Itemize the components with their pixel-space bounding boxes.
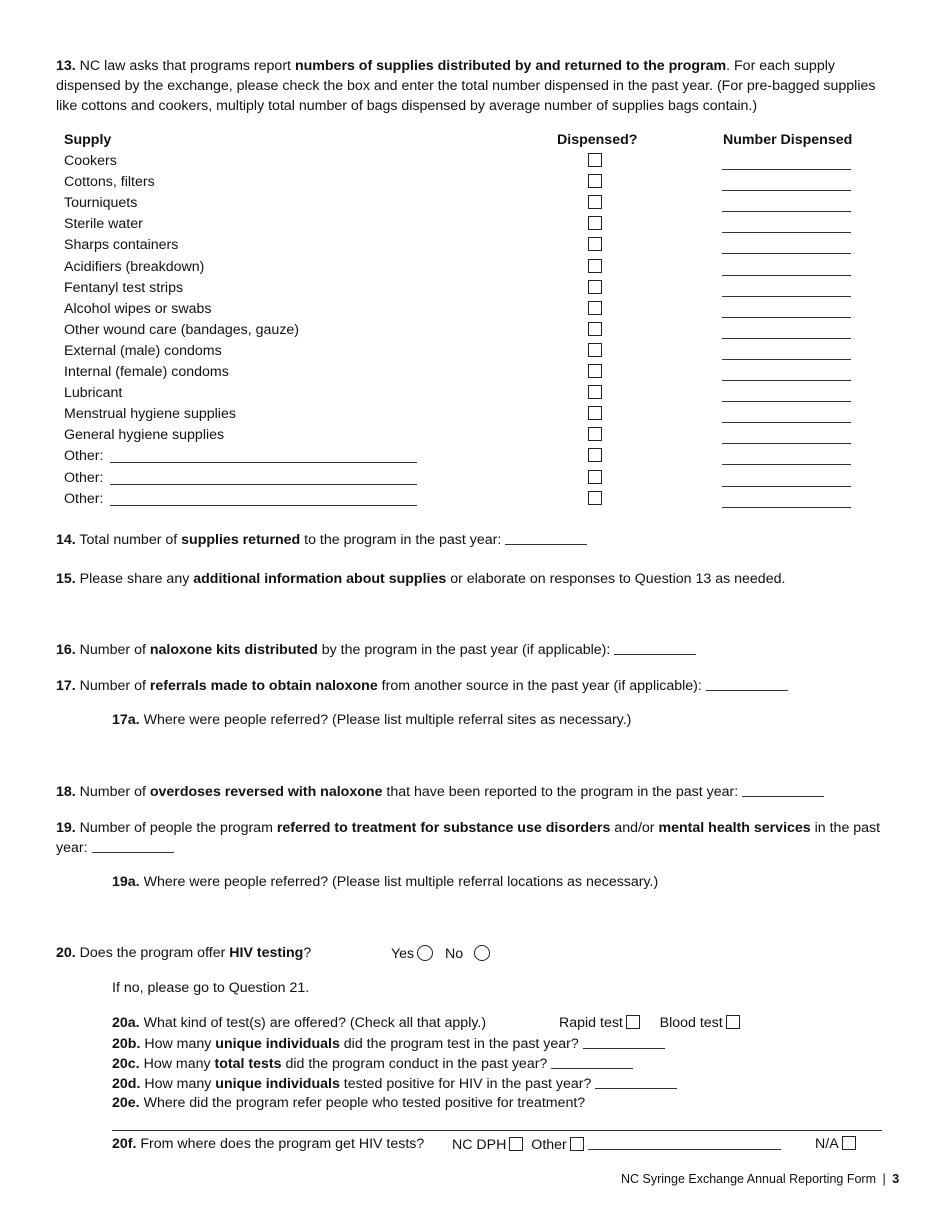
- supply-label: Acidifiers (breakdown): [64, 258, 205, 275]
- other-source-label: Other: [531, 1137, 567, 1153]
- q14-answer-line[interactable]: [505, 531, 587, 545]
- other-supply-line[interactable]: [110, 484, 417, 485]
- dispensed-checkbox[interactable]: [588, 406, 602, 420]
- q17-text: 17. Number of referrals made to obtain naloxone from another source in the past year (if applicable):: [56, 677, 788, 694]
- number-dispensed-line[interactable]: [722, 380, 851, 381]
- q20f-text: 20f. From where does the program get HIV tests?: [112, 1136, 425, 1152]
- other-source-line[interactable]: [588, 1136, 781, 1150]
- q13-text: 13. NC law asks that programs report numbers of supplies distributed by and returned to the program. For each supply dispensed by the exchange, please check the box and enter the total number dispensed in the past year. (For pre-bagged supplies like cottons and cookers, multiply total number of bags dispensed by average number of supplies bags contain.): [56, 58, 876, 114]
- supply-label: Sharps containers: [64, 237, 179, 254]
- dispensed-checkbox[interactable]: [588, 470, 602, 484]
- footer-separator: |: [882, 1172, 886, 1186]
- na-checkbox[interactable]: [842, 1136, 856, 1150]
- other-supply-line[interactable]: [110, 462, 417, 463]
- q20a-text: 20a. What kind of test(s) are offered? (Check all that apply.): [112, 1015, 487, 1031]
- supply-label: Other:: [64, 490, 104, 507]
- q20e-answer-line[interactable]: [112, 1130, 882, 1131]
- number-dispensed-line[interactable]: [722, 232, 851, 233]
- yes-radio[interactable]: [417, 945, 433, 961]
- q20b-text: 20b. How many unique individuals did the program test in the past year?: [112, 1035, 665, 1052]
- supply-label: Other:: [64, 448, 104, 465]
- number-dispensed-line[interactable]: [722, 169, 851, 170]
- q17-answer-line[interactable]: [706, 677, 788, 691]
- q19-answer-line[interactable]: [92, 839, 174, 853]
- dispensed-checkbox[interactable]: [588, 259, 602, 273]
- rapid-test-label: Rapid test: [559, 1015, 623, 1031]
- other-source-checkbox[interactable]: [570, 1137, 584, 1151]
- number-dispensed-line[interactable]: [722, 275, 851, 276]
- dispensed-checkbox[interactable]: [588, 174, 602, 188]
- no-radio[interactable]: [474, 945, 490, 961]
- supply-label: Menstrual hygiene supplies: [64, 406, 236, 423]
- q20d-answer-line[interactable]: [595, 1075, 677, 1089]
- supply-header: Supply: [64, 132, 112, 148]
- other-supply-line[interactable]: [110, 505, 417, 506]
- q16-text: 16. Number of naloxone kits distributed by the program in the past year (if applicable):: [56, 641, 696, 658]
- q16-answer-line[interactable]: [614, 641, 696, 655]
- dispensed-checkbox[interactable]: [588, 322, 602, 336]
- number-dispensed-line[interactable]: [722, 443, 851, 444]
- footer-title: NC Syringe Exchange Annual Reporting Form: [621, 1172, 876, 1186]
- number-dispensed-line[interactable]: [722, 464, 851, 465]
- q20f-options: [452, 1136, 781, 1153]
- dispensed-checkbox[interactable]: [588, 448, 602, 462]
- supply-label: Other wound care (bandages, gauze): [64, 321, 300, 338]
- number-dispensed-line[interactable]: [722, 507, 851, 508]
- number-dispensed-line[interactable]: [722, 211, 851, 212]
- supply-label: Cottons, filters: [64, 174, 155, 191]
- q18-text: 18. Number of overdoses reversed with naloxone that have been reported to the program in the past year:: [56, 783, 824, 800]
- blood-test-label: Blood test: [659, 1015, 723, 1031]
- q20b-answer-line[interactable]: [583, 1035, 665, 1049]
- nc-dph-checkbox[interactable]: [509, 1137, 523, 1151]
- q20-text: 20. Does the program offer HIV testing?: [56, 945, 312, 961]
- dispensed-checkbox[interactable]: [588, 280, 602, 294]
- q20c-answer-line[interactable]: [551, 1055, 633, 1069]
- q20c-text: 20c. How many total tests did the program conduct in the past year?: [112, 1055, 633, 1072]
- dispensed-checkbox[interactable]: [588, 343, 602, 357]
- na-label: N/A: [815, 1136, 839, 1152]
- q20a-options: [559, 1015, 740, 1031]
- supply-label: Other:: [64, 469, 104, 486]
- yes-label: Yes: [391, 946, 415, 962]
- number-dispensed-line[interactable]: [722, 190, 851, 191]
- supply-label: Tourniquets: [64, 195, 138, 212]
- dispensed-checkbox[interactable]: [588, 195, 602, 209]
- supply-label: General hygiene supplies: [64, 427, 225, 444]
- nc-dph-label: NC DPH: [452, 1137, 507, 1153]
- number-dispensed-line[interactable]: [722, 422, 851, 423]
- number-dispensed-line[interactable]: [722, 338, 851, 339]
- na-option: [815, 1136, 856, 1152]
- supply-label: Cookers: [64, 153, 117, 169]
- dispensed-checkbox[interactable]: [588, 385, 602, 399]
- number-dispensed-line[interactable]: [722, 401, 851, 402]
- supply-label: External (male) condoms: [64, 342, 222, 359]
- dispensed-checkbox[interactable]: [588, 427, 602, 441]
- supply-label: Sterile water: [64, 216, 143, 233]
- number-dispensed-line[interactable]: [722, 359, 851, 360]
- q20e-text: 20e. Where did the program refer people who tested positive for treatment?: [112, 1095, 586, 1111]
- dispensed-checkbox[interactable]: [588, 153, 602, 167]
- supply-label: Internal (female) condoms: [64, 364, 229, 380]
- number-dispensed-header: Number Dispensed: [723, 132, 853, 148]
- number-dispensed-line[interactable]: [722, 296, 851, 297]
- page-number: 3: [892, 1172, 900, 1186]
- dispensed-checkbox[interactable]: [588, 491, 602, 505]
- q20-skip-note: If no, please go to Question 21.: [112, 980, 310, 996]
- number-dispensed-line[interactable]: [722, 317, 851, 318]
- dispensed-checkbox[interactable]: [588, 364, 602, 378]
- no-label: No: [444, 946, 464, 962]
- q18-answer-line[interactable]: [742, 783, 824, 797]
- page-footer: [621, 1172, 899, 1186]
- number-dispensed-line[interactable]: [722, 253, 851, 254]
- supply-label: Alcohol wipes or swabs: [64, 300, 212, 317]
- dispensed-checkbox[interactable]: [588, 216, 602, 230]
- dispensed-checkbox[interactable]: [588, 301, 602, 315]
- q15-text: 15. Please share any additional information about supplies or elaborate on responses to Question 13 as needed.: [56, 571, 786, 587]
- dispensed-checkbox[interactable]: [588, 237, 602, 251]
- rapid-test-checkbox[interactable]: [626, 1015, 640, 1029]
- q19a-text: 19a. Where were people referred? (Please list multiple referral locations as necessary.): [112, 874, 659, 890]
- supply-label: Lubricant: [64, 385, 123, 402]
- dispensed-header: Dispensed?: [557, 132, 638, 148]
- q20d-text: 20d. How many unique individuals tested positive for HIV in the past year?: [112, 1075, 677, 1092]
- blood-test-checkbox[interactable]: [726, 1015, 740, 1029]
- q14-text: 14. Total number of supplies returned to the program in the past year:: [56, 531, 587, 548]
- number-dispensed-line[interactable]: [722, 486, 851, 487]
- q20-options: [391, 945, 490, 962]
- q17a-text: 17a. Where were people referred? (Please list multiple referral sites as necessary.): [112, 712, 632, 728]
- q19-text: 19. Number of people the program referred to treatment for substance use disorders and/or mental health services in the past year:: [56, 820, 881, 856]
- supply-label: Fentanyl test strips: [64, 279, 184, 296]
